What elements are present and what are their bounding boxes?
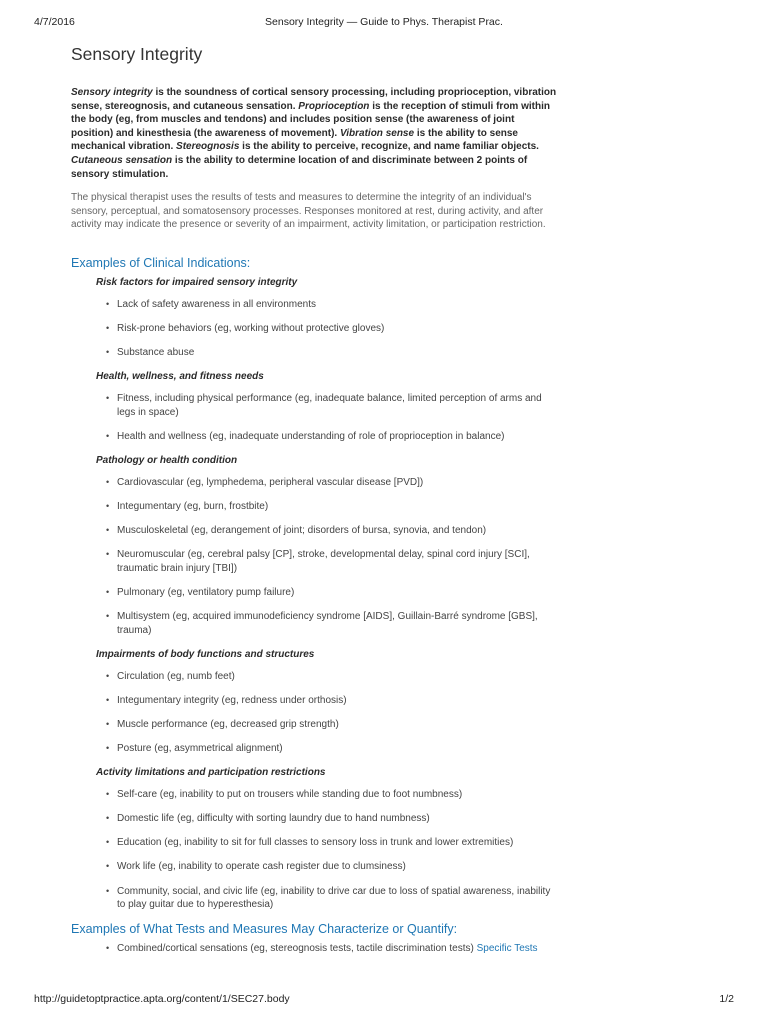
- definition-text: is the ability to perceive, recognize, and name familiar objects.: [239, 141, 539, 153]
- definition-text: is the ability to sense mechanical vibration.: [71, 127, 518, 153]
- defined-term: Cutaneous sensation: [71, 154, 173, 166]
- list-item-text: Work life (eg, inability to operate cash register due to clumsiness): [117, 861, 406, 873]
- list-item: [106, 670, 559, 684]
- list-item-text: Circulation (eg, numb feet): [117, 670, 235, 682]
- list-item-text: Education (eg, inability to sit for full classes to sensory loss in trunk and lower extremities): [117, 837, 514, 849]
- list-item: [106, 942, 559, 956]
- bullet-icon: •: [106, 347, 110, 358]
- list-item: [106, 322, 559, 336]
- print-header: [34, 16, 734, 30]
- list-item: [106, 524, 559, 538]
- list-item: [106, 298, 559, 312]
- list-item-text: Community, social, and civic life (eg, inability to drive car due to loss of spatial awareness, inability to play guitar due to hyperesthesia): [117, 885, 551, 911]
- list-item-text: Posture (eg, asymmetrical alignment): [117, 743, 283, 755]
- list-item-text: Health and wellness (eg, inadequate understanding of role of proprioception in balance): [117, 430, 505, 442]
- list-item-text: Muscle performance (eg, decreased grip strength): [117, 718, 339, 730]
- definition-text: is the ability to determine location of and discriminate between 2 points of sensory stimulation.: [71, 154, 528, 180]
- list-item: [106, 476, 559, 490]
- list-item: [106, 885, 559, 912]
- bullet-icon: •: [106, 586, 110, 597]
- tests-measures-heading: Examples of What Tests and Measures May Characterize or Quantify:: [71, 922, 458, 937]
- list-item-text: Fitness, including physical performance (eg, inadequate balance, limited perception of arms and legs in space): [117, 393, 542, 418]
- bullet-icon: •: [106, 393, 110, 404]
- list-item-text: Neuromuscular (eg, cerebral palsy [CP], stroke, developmental delay, spinal cord injury [SCI], traumatic brain injury [TBI]): [117, 549, 530, 574]
- indication-category-label: Risk factors for impaired sensory integrity: [96, 276, 298, 288]
- list-item: [106, 694, 559, 708]
- bullet-icon: •: [106, 323, 110, 334]
- page-number: 1/2: [719, 993, 734, 1005]
- bullet-icon: •: [106, 525, 110, 536]
- list-item: [106, 812, 559, 826]
- bullet-icon: •: [106, 718, 110, 729]
- bullet-icon: •: [106, 694, 110, 705]
- list-item-text: Integumentary (eg, burn, frostbite): [117, 501, 269, 513]
- bullet-icon: •: [106, 861, 110, 872]
- list-item-text: Cardiovascular (eg, lymphedema, peripheral vascular disease [PVD]): [117, 477, 424, 488]
- list-item-text: Multisystem (eg, acquired immunodeficiency syndrome [AIDS], Guillain-Barré syndrome [GBS], trauma): [117, 611, 538, 636]
- defined-term: Stereognosis: [176, 141, 240, 153]
- list-item-text: Domestic life (eg, difficulty with sorting laundry due to hand numbness): [117, 813, 430, 825]
- bullet-icon: •: [106, 943, 110, 954]
- list-item-text: Lack of safety awareness in all environments: [117, 298, 316, 310]
- list-item: [106, 586, 559, 600]
- indication-list: [71, 392, 559, 443]
- bullet-icon: •: [106, 501, 110, 512]
- definitions-paragraph: [71, 86, 559, 181]
- list-item: [106, 430, 559, 444]
- list-item: [106, 742, 559, 756]
- article: [71, 44, 559, 966]
- tests-measures-list: [71, 942, 559, 956]
- list-item-text: Risk-prone behaviors (eg, working without protective gloves): [117, 323, 385, 335]
- list-item: [106, 836, 559, 850]
- list-item-text: Pulmonary (eg, ventilatory pump failure): [117, 586, 295, 598]
- list-item-text: Combined/cortical sensations (eg, stereognosis tests, tactile discrimination tests): [117, 943, 477, 955]
- bullet-icon: •: [106, 298, 110, 309]
- indication-category-label: Pathology or health condition: [96, 455, 238, 466]
- indication-list: [71, 788, 559, 912]
- definition-text: is the soundness of cortical sensory processing, including proprioception, vibration sense, stereognosis, and cutaneous sensation.: [71, 87, 557, 112]
- bullet-icon: •: [106, 813, 110, 824]
- bullet-icon: •: [106, 837, 110, 848]
- bullet-icon: •: [106, 430, 110, 441]
- indication-category-label: Impairments of body functions and structures: [96, 648, 315, 660]
- bullet-icon: •: [106, 743, 110, 754]
- bullet-icon: •: [106, 611, 110, 622]
- clinical-indications-list: [71, 276, 559, 912]
- definition-text: is the reception of stimuli from within the body (eg, from muscles and tendons) and includes position sense (the awareness of joint position) and kinesthesia (the awareness of movement).: [71, 100, 550, 139]
- page-title: Sensory Integrity: [71, 44, 203, 64]
- list-item-text: Substance abuse: [117, 347, 195, 359]
- list-item: [106, 548, 559, 575]
- list-item-text: Self-care (eg, inability to put on trousers while standing due to foot numbness): [117, 789, 463, 801]
- indication-list: [71, 476, 559, 637]
- list-item: [106, 860, 559, 874]
- defined-term: Sensory integrity: [71, 87, 153, 98]
- bullet-icon: •: [106, 549, 110, 560]
- list-item: [106, 788, 559, 802]
- specific-tests-link[interactable]: Specific Tests: [476, 943, 538, 955]
- indication-list: [71, 298, 559, 360]
- bullet-icon: •: [106, 670, 110, 681]
- indication-list: [71, 670, 559, 756]
- bullet-icon: •: [106, 885, 110, 896]
- bullet-icon: •: [106, 477, 110, 487]
- indication-category-label: Health, wellness, and fitness needs: [96, 371, 264, 383]
- clinical-indications-heading: Examples of Clinical Indications:: [71, 255, 251, 270]
- list-item-text: Musculoskeletal (eg, derangement of joint; disorders of bursa, synovia, and tendon): [117, 525, 487, 537]
- page-url: http://guidetoptpractice.apta.org/content/1/SEC27.body: [34, 993, 290, 1005]
- print-date: 4/7/2016: [34, 16, 75, 28]
- indication-category-label: Activity limitations and participation restrictions: [96, 767, 326, 779]
- list-item: [106, 346, 559, 360]
- list-item: [106, 718, 559, 732]
- list-item: [106, 610, 559, 637]
- print-title: Sensory Integrity — Guide to Phys. Therapist Prac.: [265, 16, 503, 28]
- list-item: [106, 500, 559, 514]
- list-item-text: Integumentary integrity (eg, redness under orthosis): [117, 694, 347, 706]
- defined-term: Vibration sense: [339, 127, 415, 139]
- list-item: [106, 392, 559, 419]
- defined-term: Proprioception: [298, 100, 370, 112]
- intro-paragraph: The physical therapist uses the results of tests and measures to determine the integrity of an individual's sensory, perceptual, and somatosensory processes. Responses monitored at rest, during activity, and after activity may indicate the presence or severity of an impairment, activity limitation, or participation restriction.: [71, 192, 546, 231]
- bullet-icon: •: [106, 789, 110, 800]
